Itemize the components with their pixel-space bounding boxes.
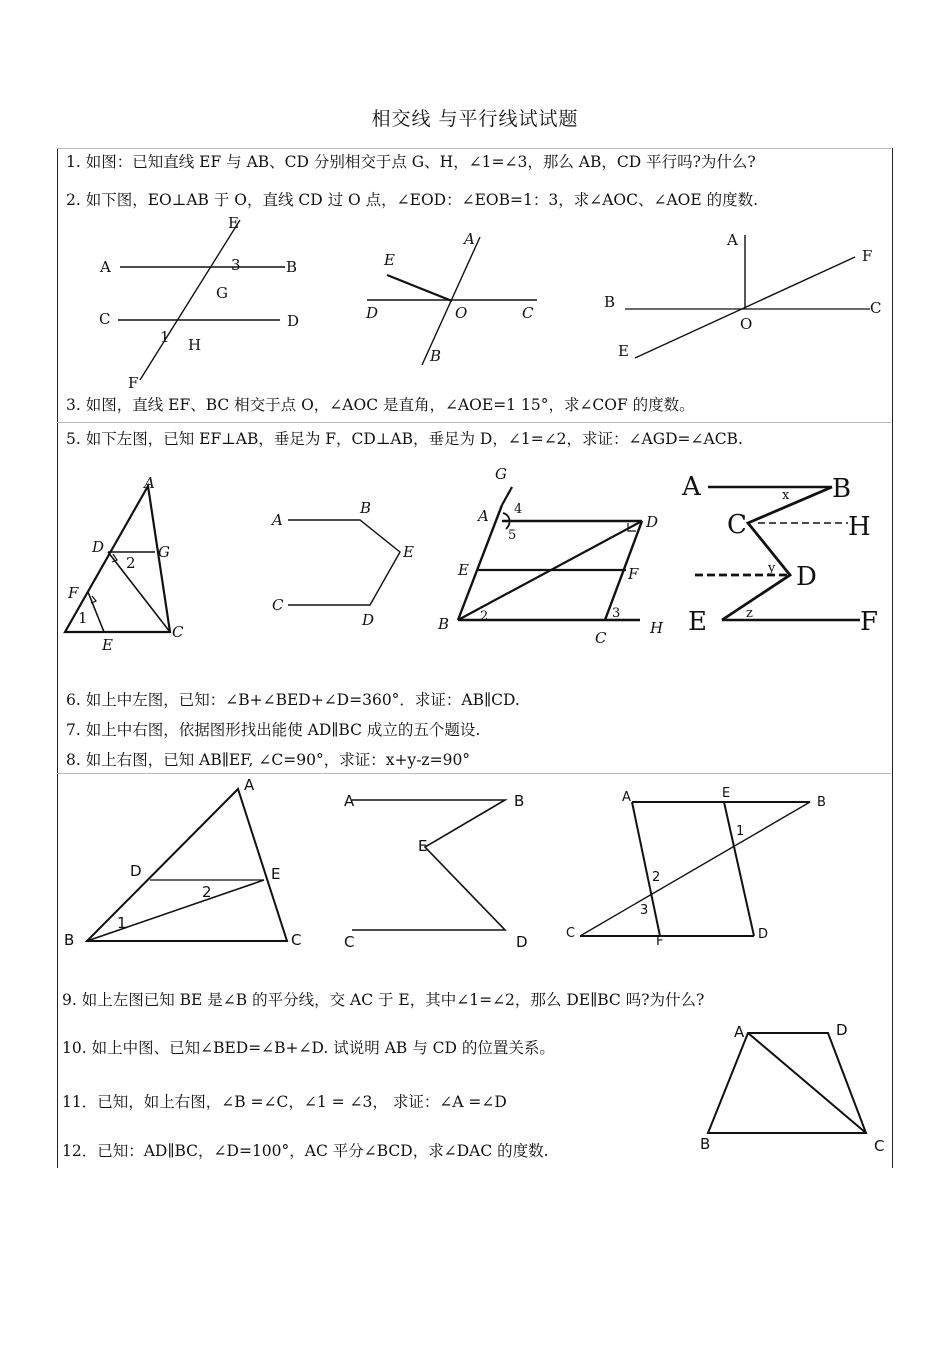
label-f: F: [628, 565, 639, 583]
label-d: D: [758, 927, 769, 942]
segment-ed: [724, 802, 754, 936]
label-e: E: [228, 214, 239, 232]
angle-2: 2: [480, 609, 489, 624]
divider: [57, 148, 891, 149]
label-a: A: [244, 776, 255, 794]
label-a: A: [144, 474, 155, 492]
label-c: C: [522, 304, 534, 322]
figure-q5: [60, 470, 195, 655]
angle-1: 1: [736, 824, 745, 839]
label-f: F: [128, 374, 139, 392]
diagonal-ac: [748, 1033, 866, 1133]
label-b: B: [604, 293, 616, 311]
polyline-abedc: [352, 800, 505, 930]
ray-oe: [387, 275, 452, 301]
question-7: 7. 如上中右图，依据图形找出能使 AD∥BC 成立的五个题设.: [66, 721, 481, 739]
angle-3: 3: [231, 256, 241, 274]
label-d: D: [130, 862, 142, 880]
label-c: C: [272, 596, 284, 614]
divider: [57, 773, 891, 774]
label-a: A: [622, 790, 631, 805]
angle-x: x: [782, 488, 790, 503]
label-b: B: [514, 792, 525, 810]
label-d: D: [366, 304, 379, 322]
label-o: O: [740, 315, 753, 333]
divider: [57, 422, 891, 423]
label-a: A: [464, 230, 475, 248]
question-8: 8. 如上右图，已知 AB∥EF, ∠C=90°，求证：x+y-z=90°: [66, 751, 471, 769]
angle-1: 1: [78, 609, 88, 627]
angle-4: 4: [514, 502, 523, 517]
label-h: H: [188, 336, 202, 354]
label-e: E: [458, 561, 469, 579]
label-h: H: [650, 619, 664, 637]
label-c: C: [566, 926, 576, 941]
label-c: C: [172, 623, 184, 641]
label-a: A: [682, 472, 701, 502]
angle-y: y: [768, 561, 776, 576]
label-e: E: [618, 342, 629, 360]
label-e: E: [722, 786, 731, 801]
label-c: C: [874, 1137, 885, 1155]
question-2: 2. 如下图，EO⊥AB 于 O，直线 CD 过 O 点，∠EOD：∠EOB=1：3，求∠AOC、∠AOE 的度数.: [66, 191, 759, 209]
label-c: C: [291, 931, 302, 949]
angle-z: z: [746, 606, 753, 621]
label-a: A: [344, 792, 355, 810]
label-b: B: [832, 474, 852, 504]
label-h: H: [848, 512, 871, 542]
label-e: E: [384, 251, 395, 269]
label-b: B: [430, 347, 442, 365]
label-b: B: [817, 795, 826, 810]
angle-5: 5: [508, 528, 517, 543]
label-b: B: [64, 931, 75, 949]
label-g: G: [495, 465, 507, 483]
label-a: A: [478, 507, 489, 525]
figure-q3: [600, 225, 890, 370]
question-5: 5. 如下左图，已知 EF⊥AB，垂足为 F，CD⊥AB，垂足为 D，∠1=∠2，求证：∠AGD=∠ACB.: [66, 430, 743, 448]
question-11: 11．已知，如上右图，∠B =∠C，∠1 = ∠3， 求证：∠A =∠D: [62, 1093, 507, 1111]
label-e: E: [418, 837, 428, 855]
label-a: A: [272, 511, 283, 529]
figure-q10: [340, 785, 540, 950]
question-1: 1. 如图：已知直线 EF 与 AB、CD 分别相交于点 G、H，∠1=∠3，那么 AB，CD 平行吗?为什么?: [66, 153, 756, 171]
label-b: B: [700, 1135, 711, 1153]
label-g: G: [216, 284, 228, 302]
segment-be: [87, 880, 264, 941]
label-e: E: [403, 543, 414, 561]
figure-q11: [562, 782, 842, 952]
figure-q6: [270, 495, 430, 635]
angle-2: 2: [652, 870, 661, 885]
label-a: A: [100, 258, 111, 276]
question-3: 3. 如图，直线 EF、BC 相交于点 O，∠AOC 是直角，∠AOE=1 15°，求∠COF 的度数。: [66, 396, 695, 414]
label-d: D: [836, 1021, 848, 1039]
label-f: F: [68, 584, 79, 602]
label-c: C: [595, 629, 607, 647]
page-title: 相交线 与平行线试试题: [371, 108, 579, 130]
figure-q2: [362, 225, 552, 370]
question-6: 6. 如上中左图，已知：∠B+∠BED+∠D=360°．求证：AB∥CD.: [66, 691, 520, 709]
polyline-abedc: [288, 520, 400, 605]
ray-ag: [502, 487, 512, 505]
label-d: D: [796, 562, 817, 592]
label-c: C: [99, 310, 111, 328]
question-10: 10. 如上中图、已知∠BED=∠B+∠D. 试说明 AB 与 CD 的位置关系。: [62, 1039, 555, 1057]
label-c: C: [727, 510, 747, 540]
label-b: B: [286, 258, 298, 276]
label-d: D: [287, 312, 300, 330]
label-d: D: [516, 933, 528, 951]
label-a: A: [727, 231, 738, 249]
segment-fe: [88, 592, 104, 632]
polyline-bcde: [722, 487, 832, 620]
label-e: E: [688, 607, 707, 637]
angle-3: 3: [612, 606, 621, 621]
label-c: C: [870, 299, 882, 317]
label-e: E: [271, 865, 281, 883]
angle-2: 2: [126, 554, 136, 572]
label-d: D: [362, 611, 375, 629]
label-a: A: [734, 1023, 745, 1041]
label-e: E: [102, 636, 113, 654]
label-d: D: [646, 513, 659, 531]
angle-2: 2: [202, 883, 212, 901]
label-f: F: [860, 607, 879, 637]
label-c: C: [344, 933, 355, 951]
label-d: D: [92, 538, 105, 556]
label-f: F: [862, 247, 873, 265]
figure-q8: [680, 465, 885, 645]
figure-q1: [90, 210, 320, 395]
angle-3: 3: [640, 903, 649, 918]
figure-q9: [62, 775, 322, 955]
figure-q12: [698, 1015, 898, 1160]
label-g: G: [158, 543, 170, 561]
label-b: B: [438, 615, 450, 633]
question-12: 12．已知：AD∥BC，∠D=100°，AC 平分∠BCD，求∠DAC 的度数.: [62, 1142, 549, 1160]
trapezoid-abcd: [708, 1033, 866, 1133]
label-o: O: [455, 304, 468, 322]
question-9: 9. 如上左图已知 BE 是∠B 的平分线，交 AC 于 E，其中∠1=∠2，那么 DE∥BC 吗?为什么?: [62, 991, 705, 1009]
segment-cb: [580, 802, 810, 936]
figure-q7: [430, 465, 680, 650]
label-f: F: [656, 934, 664, 949]
angle-1: 1: [117, 914, 127, 932]
label-b: B: [360, 499, 372, 517]
angle-1: 1: [160, 328, 170, 346]
